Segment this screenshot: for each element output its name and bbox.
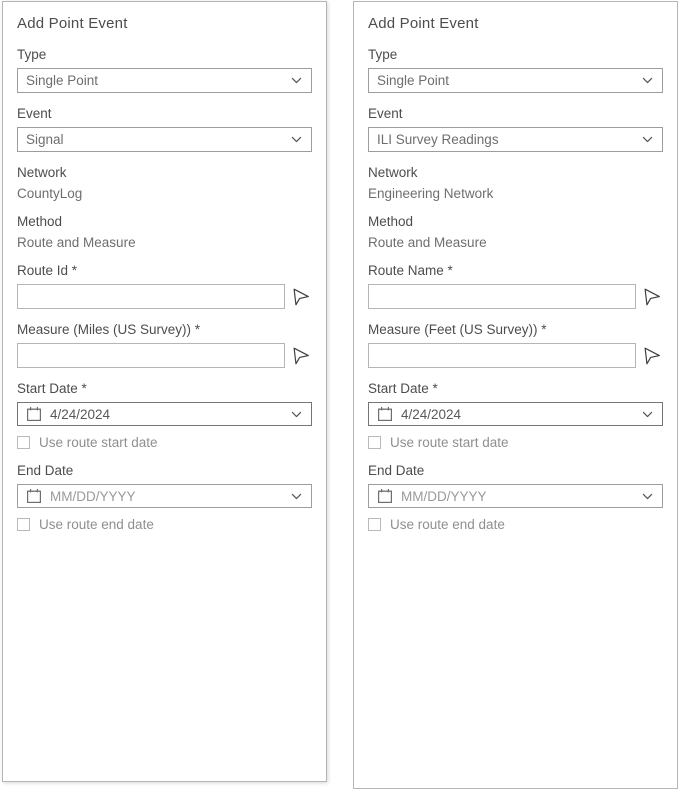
end-date-placeholder: MM/DD/YYYY [50, 488, 136, 504]
chevron-down-icon [641, 408, 654, 421]
use-route-end-date-checkbox[interactable] [17, 518, 30, 531]
panel-title: Add Point Event [368, 15, 479, 32]
chevron-down-icon [290, 490, 303, 503]
start-date-picker[interactable] [17, 402, 312, 426]
use-route-start-date-label: Use route start date [39, 435, 158, 450]
start-date-picker[interactable] [368, 402, 663, 426]
chevron-down-icon [641, 133, 654, 146]
use-route-start-date-checkbox[interactable] [17, 436, 30, 449]
chevron-down-icon [290, 74, 303, 87]
network-label: Network [368, 165, 418, 180]
calendar-icon [377, 488, 393, 504]
type-select-value: Single Point [26, 73, 99, 88]
end-date-label: End Date [17, 463, 74, 478]
chevron-down-icon [290, 133, 303, 146]
event-select[interactable] [368, 127, 663, 152]
measure-input[interactable] [17, 343, 285, 368]
route-name-label: Route Name * [368, 263, 453, 278]
start-date-label: Start Date * [368, 381, 438, 396]
type-label: Type [17, 47, 47, 62]
type-label: Type [368, 47, 398, 62]
network-value: Engineering Network [368, 186, 494, 201]
type-select-value: Single Point [377, 73, 450, 88]
use-route-end-date-label: Use route end date [390, 517, 505, 532]
use-route-start-date-label: Use route start date [390, 435, 509, 450]
pick-from-map-icon[interactable] [290, 345, 312, 367]
use-route-end-date-checkbox[interactable] [368, 518, 381, 531]
use-route-end-date-label: Use route end date [39, 517, 154, 532]
measure-label: Measure (Feet (US Survey)) * [368, 322, 547, 337]
pick-from-map-icon[interactable] [641, 345, 663, 367]
method-value: Route and Measure [17, 235, 136, 250]
use-route-start-date-checkbox[interactable] [368, 436, 381, 449]
route-id-label: Route Id * [17, 263, 78, 278]
pick-from-map-icon[interactable] [641, 286, 663, 308]
start-date-value: 4/24/2024 [50, 406, 111, 422]
end-date-label: End Date [368, 463, 425, 478]
type-select[interactable] [368, 68, 663, 93]
event-label: Event [17, 106, 52, 121]
end-date-picker[interactable] [368, 484, 663, 508]
method-value: Route and Measure [368, 235, 487, 250]
end-date-picker[interactable] [17, 484, 312, 508]
end-date-placeholder: MM/DD/YYYY [401, 488, 487, 504]
event-select-value: Signal [26, 132, 64, 147]
route-id-input[interactable] [17, 284, 285, 309]
type-select[interactable] [17, 68, 312, 93]
network-value: CountyLog [17, 186, 83, 201]
chevron-down-icon [641, 490, 654, 503]
event-select-value: ILI Survey Readings [377, 132, 499, 147]
measure-label: Measure (Miles (US Survey)) * [17, 322, 201, 337]
start-date-value: 4/24/2024 [401, 406, 462, 422]
measure-input[interactable] [368, 343, 636, 368]
calendar-icon [377, 406, 393, 422]
chevron-down-icon [290, 408, 303, 421]
method-label: Method [17, 214, 63, 229]
calendar-icon [26, 488, 42, 504]
add-point-event-panel-left [2, 1, 327, 782]
event-label: Event [368, 106, 403, 121]
start-date-label: Start Date * [17, 381, 87, 396]
pick-from-map-icon[interactable] [290, 286, 312, 308]
add-point-event-panel-right [353, 1, 678, 789]
event-select[interactable] [17, 127, 312, 152]
network-label: Network [17, 165, 67, 180]
calendar-icon [26, 406, 42, 422]
route-name-input[interactable] [368, 284, 636, 309]
chevron-down-icon [641, 74, 654, 87]
method-label: Method [368, 214, 414, 229]
panel-title: Add Point Event [17, 15, 128, 32]
